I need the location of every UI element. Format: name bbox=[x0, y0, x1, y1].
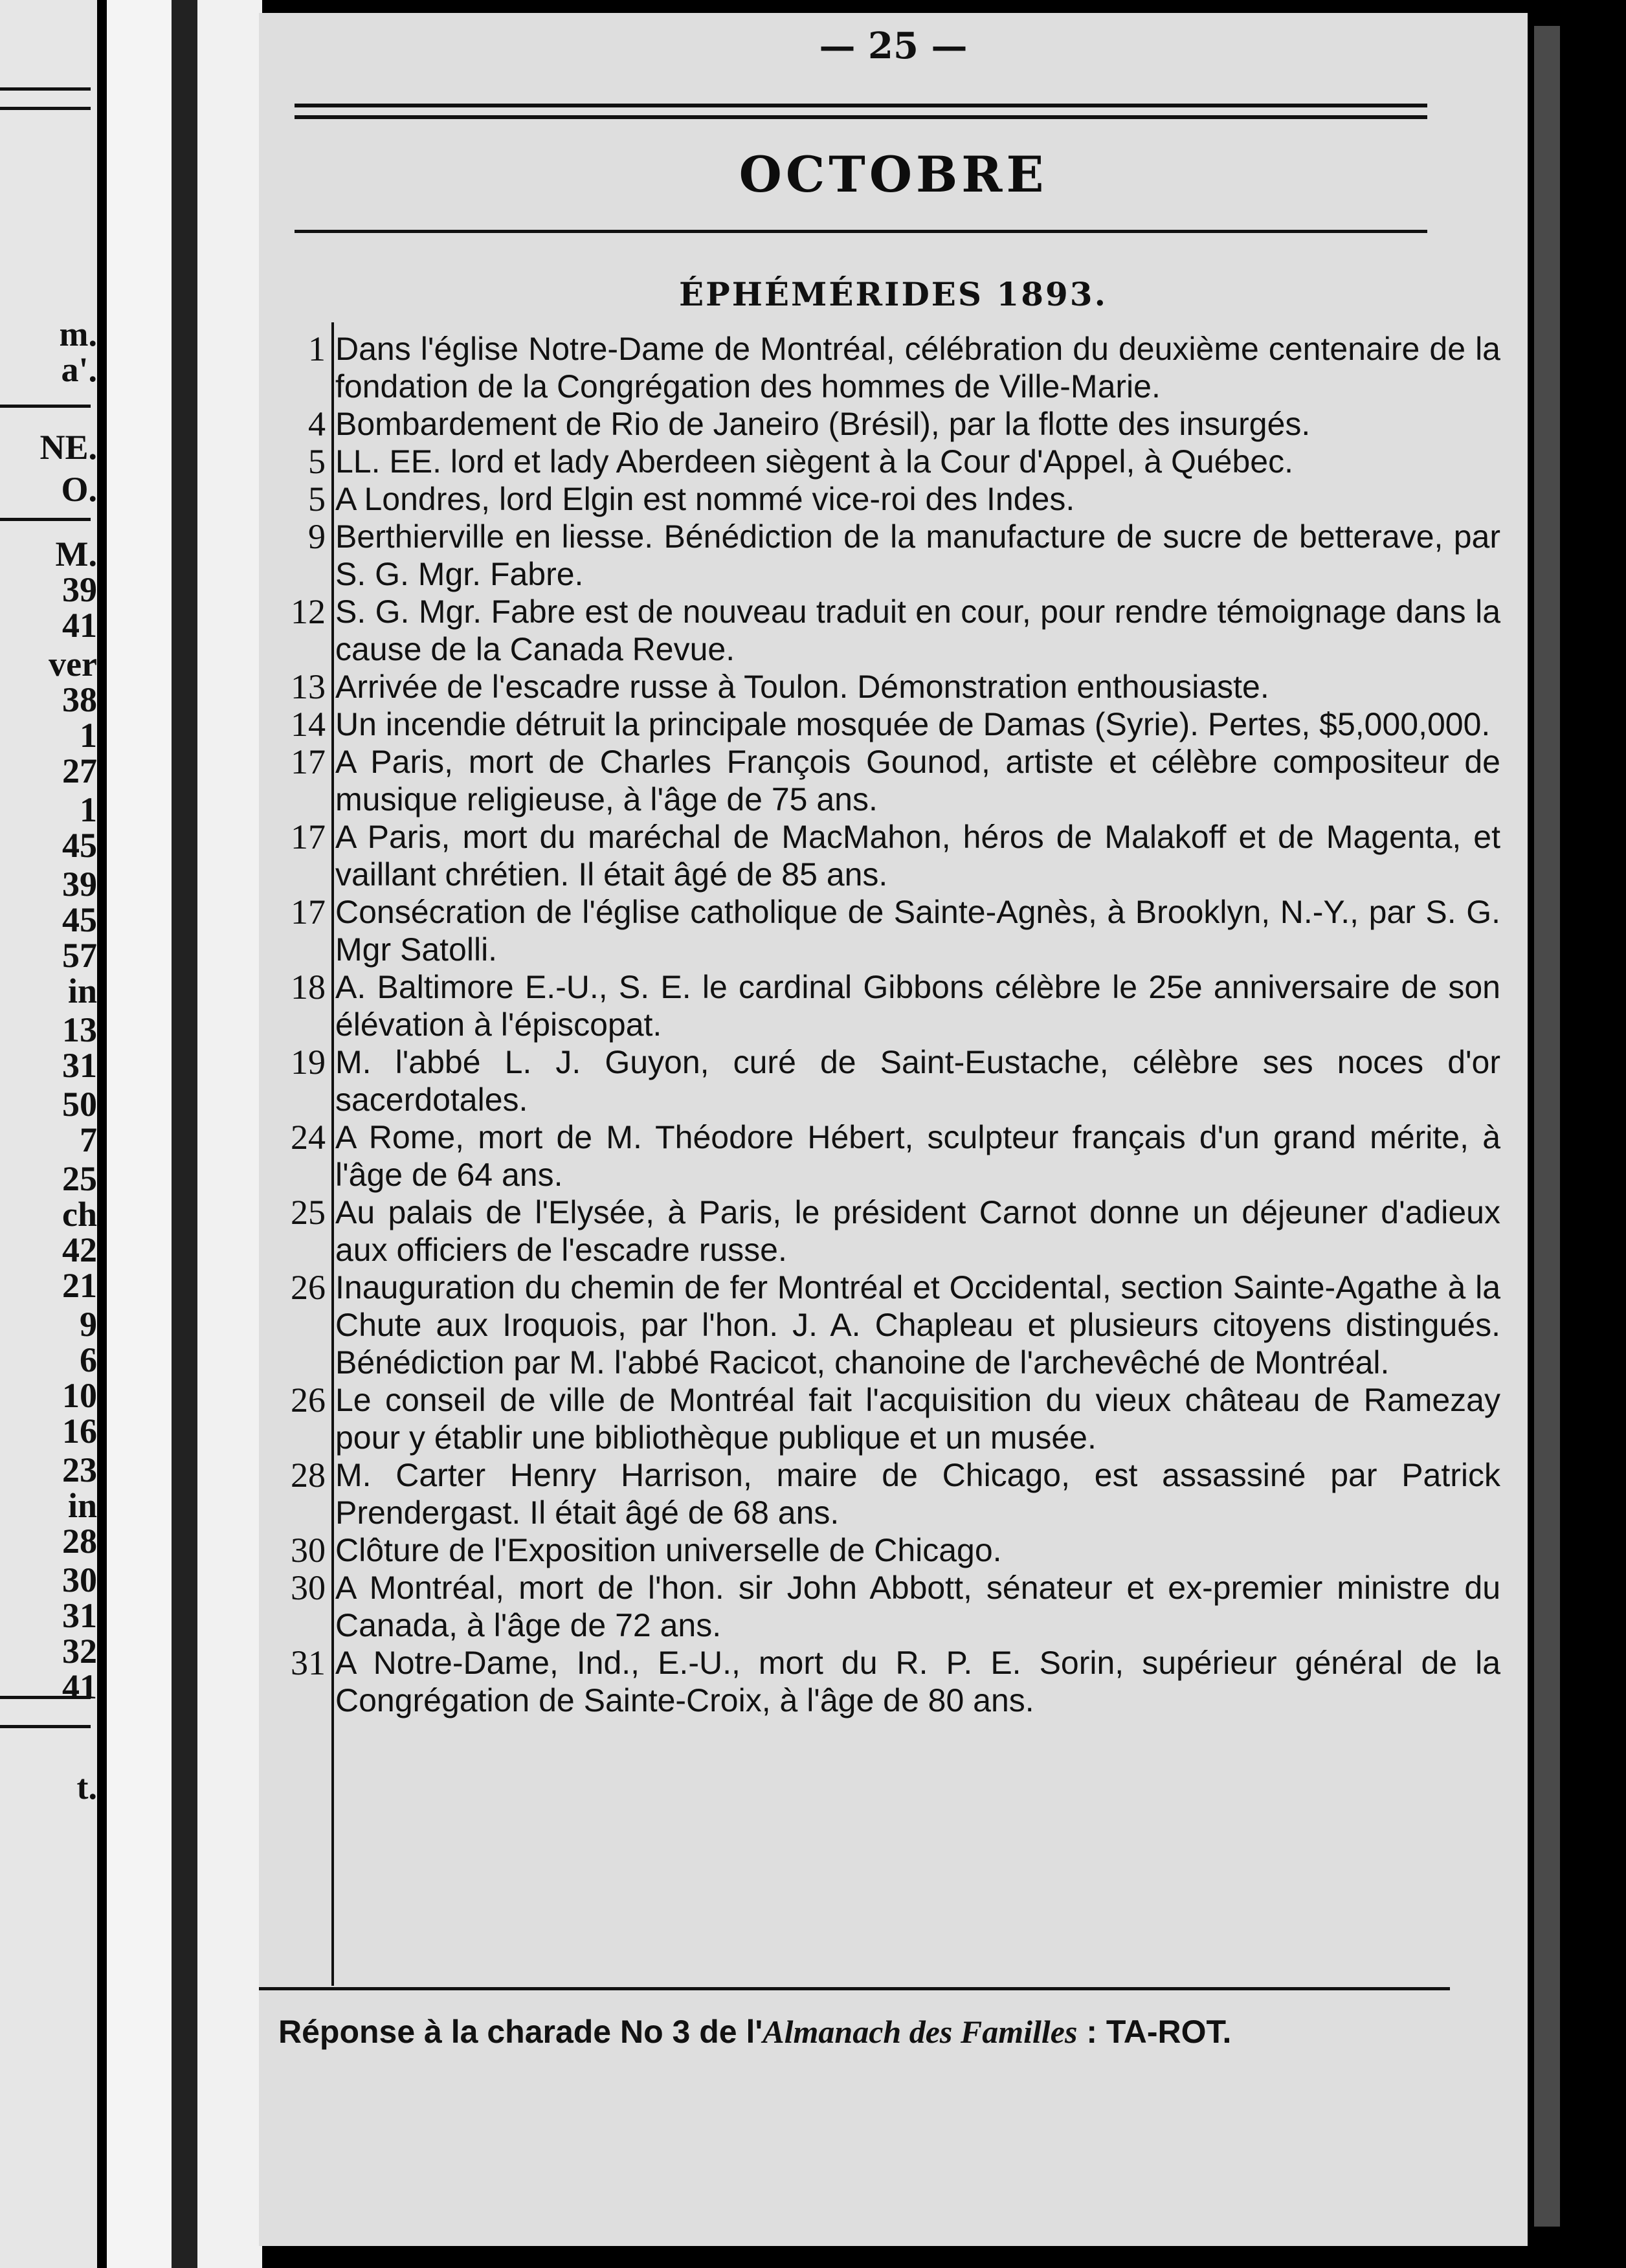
entry-day: 25 bbox=[291, 1193, 326, 1232]
previous-page-fragment: 1 bbox=[80, 716, 97, 755]
previous-page-fragment: NE. bbox=[39, 428, 97, 467]
previous-page-fragment: ch bbox=[62, 1195, 97, 1234]
previous-page-fragment: 31 bbox=[62, 1596, 97, 1635]
entry-day: 13 bbox=[291, 667, 326, 706]
right-page-edge bbox=[1521, 0, 1626, 2268]
previous-page-fragment: 25 bbox=[62, 1159, 97, 1198]
page-number: — 25 — bbox=[819, 25, 968, 67]
entry-day: 30 bbox=[291, 1531, 326, 1570]
entry-text: A Montréal, mort de l'hon. sir John Abbott, sénateur et ex-premier ministre du Canada, à l'âge de 72 ans. bbox=[335, 1570, 1500, 1643]
ephemeride-entry bbox=[259, 1043, 1500, 1118]
gutter bbox=[172, 0, 197, 2268]
binding bbox=[107, 0, 172, 2268]
previous-page-rule bbox=[0, 107, 91, 110]
ephemeride-entry bbox=[259, 893, 1500, 968]
previous-page-fragment: 32 bbox=[62, 1632, 97, 1671]
entry-text: Berthierville en liesse. Bénédiction de la manufacture de sucre de betterave, par S. G. Mgr. Fabre. bbox=[335, 518, 1500, 592]
entry-day: 4 bbox=[308, 405, 326, 443]
ephemeride-entry bbox=[259, 405, 1476, 443]
previous-page-margin bbox=[0, 0, 97, 2268]
previous-page-fragment: 39 bbox=[62, 570, 97, 609]
entry-text: A. Baltimore E.-U., S. E. le cardinal Gibbons célèbre le 25e anniversaire de son élévation à l'épiscopat. bbox=[335, 969, 1500, 1043]
entry-day: 24 bbox=[291, 1118, 326, 1157]
previous-page-rule bbox=[0, 87, 91, 91]
footer-rule bbox=[259, 1987, 1450, 1990]
ephemeride-entry bbox=[259, 1118, 1500, 1194]
previous-page-fragment: in bbox=[67, 972, 97, 1010]
previous-page-fragment: ver bbox=[49, 645, 97, 684]
previous-page-fragment: 50 bbox=[62, 1085, 97, 1124]
ephemeride-entry bbox=[259, 480, 1476, 518]
previous-page-fragment: in bbox=[67, 1486, 97, 1525]
previous-page-fragment: 45 bbox=[62, 900, 97, 939]
previous-page-fragment: 42 bbox=[62, 1230, 97, 1269]
entry-day: 5 bbox=[308, 480, 326, 518]
entry-text: S. G. Mgr. Fabre est de nouveau traduit en cour, pour rendre témoignage dans la cause de la Canada Revue. bbox=[335, 594, 1500, 667]
entry-text: Inauguration du chemin de fer Montréal et Occidental, section Sainte-Agathe à la Chute aux Iroquois, par l'hon. J. A. Chapleau et plusieurs citoyens distingués. Bénédiction par M. l'abbé Racicot, chanoine de l'archevêché de Montréal. bbox=[335, 1269, 1500, 1381]
previous-page-fragment: 28 bbox=[62, 1522, 97, 1561]
entry-day: 9 bbox=[308, 517, 326, 556]
entry-text: M. l'abbé L. J. Guyon, curé de Saint-Eustache, célèbre ses noces d'or sacerdotales. bbox=[335, 1044, 1500, 1118]
previous-page-fragment: O. bbox=[61, 470, 97, 509]
previous-page-fragment: 9 bbox=[80, 1305, 97, 1344]
previous-page-fragment: 41 bbox=[62, 606, 97, 645]
previous-page-fragment: 30 bbox=[62, 1561, 97, 1599]
page-strip bbox=[197, 0, 262, 2268]
footer-suffix: : TA-ROT. bbox=[1077, 2014, 1232, 2050]
previous-page-fragment: 27 bbox=[62, 751, 97, 790]
entry-day: 17 bbox=[291, 742, 326, 781]
entry-day: 26 bbox=[291, 1381, 326, 1419]
footer-prefix: Réponse à la charade No 3 de l' bbox=[278, 2014, 763, 2050]
previous-page-fragment: 16 bbox=[62, 1412, 97, 1451]
entry-text: Arrivée de l'escadre russe à Toulon. Démonstration enthousiaste. bbox=[335, 669, 1269, 705]
ephemeride-entry bbox=[259, 1531, 1476, 1569]
top-rule bbox=[295, 104, 1427, 107]
entry-text: A Notre-Dame, Ind., E.-U., mort du R. P. E. Sorin, supérieur général de la Congrégation de Sainte-Croix, à l'âge de 80 ans. bbox=[335, 1645, 1500, 1718]
entry-day: 5 bbox=[308, 442, 326, 481]
entry-text: A Paris, mort du maréchal de MacMahon, héros de Malakoff et de Magenta, et vaillant chrétien. Il était âgé de 85 ans. bbox=[335, 819, 1500, 893]
entry-day: 18 bbox=[291, 968, 326, 1006]
entry-text: Au palais de l'Elysée, à Paris, le président Carnot donne un déjeuner d'adieux aux officiers de l'escadre russe. bbox=[335, 1194, 1500, 1268]
ephemeride-entry bbox=[259, 443, 1476, 480]
ephemeride-entry bbox=[259, 1643, 1500, 1719]
ephemerides-list bbox=[259, 329, 1500, 1719]
previous-page-fragment: 7 bbox=[80, 1120, 97, 1159]
ephemeride-entry bbox=[259, 968, 1500, 1043]
entry-text: Un incendie détruit la principale mosquée de Damas (Syrie). Pertes, $5,000,000. bbox=[335, 706, 1491, 742]
previous-page-fragment: M. bbox=[55, 535, 97, 573]
previous-page-fragment: 6 bbox=[80, 1340, 97, 1379]
entry-day: 12 bbox=[291, 592, 326, 631]
entry-text: M. Carter Henry Harrison, maire de Chicago, est assassiné par Patrick Prendergast. Il était âgé de 68 ans. bbox=[335, 1457, 1500, 1531]
section-title: ÉPHÉMÉRIDES 1893. bbox=[678, 275, 1108, 313]
previous-page-rule bbox=[0, 1725, 91, 1728]
previous-page-fragment: 10 bbox=[62, 1376, 97, 1415]
previous-page-fragment: 13 bbox=[62, 1010, 97, 1049]
ephemeride-entry bbox=[259, 1193, 1500, 1269]
entry-text: A Rome, mort de M. Théodore Hébert, sculpteur français d'un grand mérite, à l'âge de 64 ans. bbox=[335, 1119, 1500, 1193]
previous-page-fragment: 41 bbox=[62, 1667, 97, 1706]
previous-page-fragment: a'. bbox=[61, 350, 97, 389]
entry-day: 1 bbox=[308, 329, 326, 368]
entry-text: Dans l'église Notre-Dame de Montréal, célébration du deuxième centenaire de la fondation de la Congrégation des hommes de Ville-Marie. bbox=[335, 331, 1500, 405]
entry-text: A Paris, mort de Charles François Gounod, artiste et célèbre compositeur de musique religieuse, à l'âge de 75 ans. bbox=[335, 744, 1500, 817]
entry-day: 17 bbox=[291, 893, 326, 931]
ephemeride-entry bbox=[259, 1381, 1500, 1456]
previous-page-fragment: 1 bbox=[80, 790, 97, 829]
ephemeride-entry bbox=[259, 705, 1491, 744]
ephemeride-entry bbox=[259, 329, 1500, 405]
entry-text: Clôture de l'Exposition universelle de Chicago. bbox=[335, 1532, 1002, 1568]
ephemeride-entry bbox=[259, 817, 1500, 893]
ephemeride-entry bbox=[259, 668, 1476, 706]
previous-page-fragment: m. bbox=[59, 315, 97, 353]
previous-page-fragment: 39 bbox=[62, 865, 97, 904]
entry-text: LL. EE. lord et lady Aberdeen siègent à la Cour d'Appel, à Québec. bbox=[335, 443, 1293, 480]
entry-text: A Londres, lord Elgin est nommé vice-roi des Indes. bbox=[335, 481, 1075, 517]
entry-day: 14 bbox=[291, 705, 326, 744]
previous-page-fragment: 21 bbox=[62, 1266, 97, 1305]
entry-day: 17 bbox=[291, 817, 326, 856]
ephemeride-entry bbox=[259, 517, 1500, 593]
footer-italic: Almanach des Familles bbox=[763, 2014, 1078, 2050]
month-title: OCTOBRE bbox=[739, 146, 1048, 203]
entry-text: Bombardement de Rio de Janeiro (Brésil), par la flotte des insurgés. bbox=[335, 406, 1311, 442]
previous-page-fragment: 38 bbox=[62, 680, 97, 719]
entry-day: 19 bbox=[291, 1043, 326, 1082]
entry-day: 30 bbox=[291, 1568, 326, 1607]
previous-page-rule bbox=[0, 1696, 91, 1699]
page-fold bbox=[1534, 26, 1560, 2227]
previous-page-fragment: 57 bbox=[62, 936, 97, 975]
entry-day: 28 bbox=[291, 1456, 326, 1495]
almanac-page bbox=[259, 13, 1528, 2246]
ephemeride-entry bbox=[259, 1268, 1500, 1381]
previous-page-fragment: 23 bbox=[62, 1451, 97, 1489]
entry-text: Le conseil de ville de Montréal fait l'acquisition du vieux château de Ramezay pour y établir une bibliothèque publique et un musée. bbox=[335, 1382, 1500, 1456]
previous-page-rule bbox=[0, 518, 91, 521]
ephemeride-entry bbox=[259, 592, 1500, 668]
entry-day: 31 bbox=[291, 1643, 326, 1682]
month-rule bbox=[295, 230, 1427, 233]
previous-page-rule bbox=[0, 405, 91, 408]
ephemeride-entry bbox=[259, 742, 1500, 818]
previous-page-fragment: 45 bbox=[62, 826, 97, 865]
ephemeride-entry bbox=[259, 1568, 1500, 1644]
charade-answer bbox=[278, 2013, 1456, 2051]
entry-text: Consécration de l'église catholique de Sainte-Agnès, à Brooklyn, N.-Y., par S. G. Mgr Satolli. bbox=[335, 894, 1500, 968]
entry-day: 26 bbox=[291, 1268, 326, 1307]
previous-page-fragment: t. bbox=[76, 1768, 97, 1807]
previous-page-fragment: 31 bbox=[62, 1046, 97, 1085]
ephemeride-entry bbox=[259, 1456, 1500, 1531]
top-rule-2 bbox=[295, 115, 1427, 119]
